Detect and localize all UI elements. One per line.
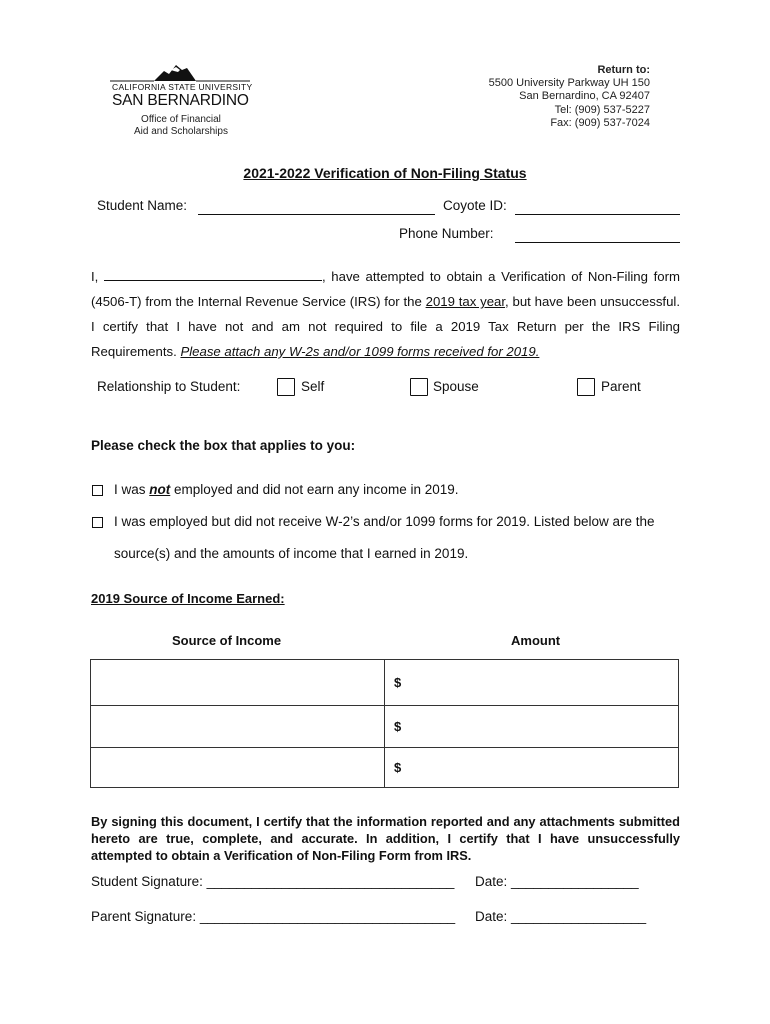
return-fax: Fax: (909) 537-7024 (550, 116, 650, 129)
student-date-line[interactable]: Date: _________________ (475, 874, 639, 889)
return-address-line1: 5500 University Parkway UH 150 (488, 77, 650, 90)
statement-text-2: , but have been unsuccessful. I certify that I have not and am not required to file a 2019 Tax Return per the IRS Filing Requirements. (91, 294, 681, 359)
spouse-option-label: Spouse (433, 379, 479, 394)
table-row (91, 660, 679, 706)
source-cell[interactable] (91, 706, 385, 748)
amount-cell[interactable]: $ (385, 660, 679, 706)
student-signature-line[interactable]: Student Signature: _________________________________ (91, 874, 455, 889)
return-address (489, 64, 650, 130)
return-tel: Tel: (909) 537-5227 (554, 103, 650, 116)
office-line1: Office of Financial (141, 114, 221, 125)
university-line1: CALIFORNIA STATE UNIVERSITY (112, 82, 253, 92)
self-option-label: Self (301, 379, 325, 394)
not-employed-checkbox[interactable] (92, 485, 103, 496)
employed-checkbox[interactable] (92, 517, 103, 528)
mountain-logo-icon (108, 62, 258, 84)
university-line2: SAN BERNARDINO (112, 92, 249, 109)
self-checkbox[interactable] (277, 378, 295, 396)
income-table (90, 659, 679, 788)
source-column-header: Source of Income (172, 633, 282, 648)
student-name-field[interactable] (198, 214, 435, 215)
return-label: Return to: (597, 64, 650, 76)
table-row (91, 748, 679, 788)
income-heading: 2019 Source of Income Earned: (91, 591, 285, 606)
phone-number-label: Phone Number: (399, 226, 494, 241)
return-address-line2: San Bernardino, CA 92407 (519, 90, 650, 103)
page-title: 2021-2022 Verification of Non-Filing Status (243, 165, 527, 181)
statement-prefix: I, (91, 269, 99, 284)
statement-text: , have attempted to obtain a Verification of Non-Filing form (4506-T) from the Internal Revenue Service (IRS) for the (91, 269, 680, 309)
coyote-id-label: Coyote ID: (443, 198, 507, 213)
amount-cell[interactable]: $ (385, 706, 679, 748)
parent-signature-line[interactable]: Parent Signature: __________________________________ (91, 909, 456, 924)
amount-column-header: Amount (511, 633, 561, 648)
relationship-label: Relationship to Student: (97, 379, 241, 394)
phone-number-field[interactable] (515, 242, 680, 243)
name-blank[interactable] (104, 269, 322, 281)
office-name (134, 114, 228, 138)
source-cell[interactable] (91, 660, 385, 706)
coyote-id-field[interactable] (515, 214, 680, 215)
spouse-checkbox[interactable] (410, 378, 428, 396)
office-line2: Aid and Scholarships (134, 126, 228, 137)
certification-text: By signing this document, I certify that the information reported and any attachments submitted hereto are true, complete, and accurate. In addition, I certify that I have unsuccessfully attempted to obtain a Verification of Non-Filing Form from IRS. (91, 814, 680, 863)
option1-post: employed and did not earn any income in 2019. (174, 482, 459, 497)
attach-note: Please attach any W-2s and/or 1099 forms received for 2019. (180, 344, 540, 359)
statement-paragraph (91, 264, 680, 364)
option1-not: not (149, 482, 171, 497)
check-heading: Please check the box that applies to you: (91, 438, 356, 453)
not-employed-option (114, 482, 459, 497)
employed-option-line2: source(s) and the amounts of income that I earned in 2019. (114, 546, 469, 561)
amount-cell[interactable]: $ (385, 748, 679, 788)
option1-pre: I was (114, 482, 146, 497)
student-name-label: Student Name: (97, 198, 188, 213)
source-cell[interactable] (91, 748, 385, 788)
parent-date-line[interactable]: Date: __________________ (475, 909, 647, 924)
parent-checkbox[interactable] (577, 378, 595, 396)
employed-option-line1: I was employed but did not receive W-2’s and/or 1099 forms for 2019. Listed below are the (114, 514, 655, 529)
table-row (91, 706, 679, 748)
tax-year: 2019 tax year (425, 294, 506, 309)
parent-option-label: Parent (601, 379, 641, 394)
